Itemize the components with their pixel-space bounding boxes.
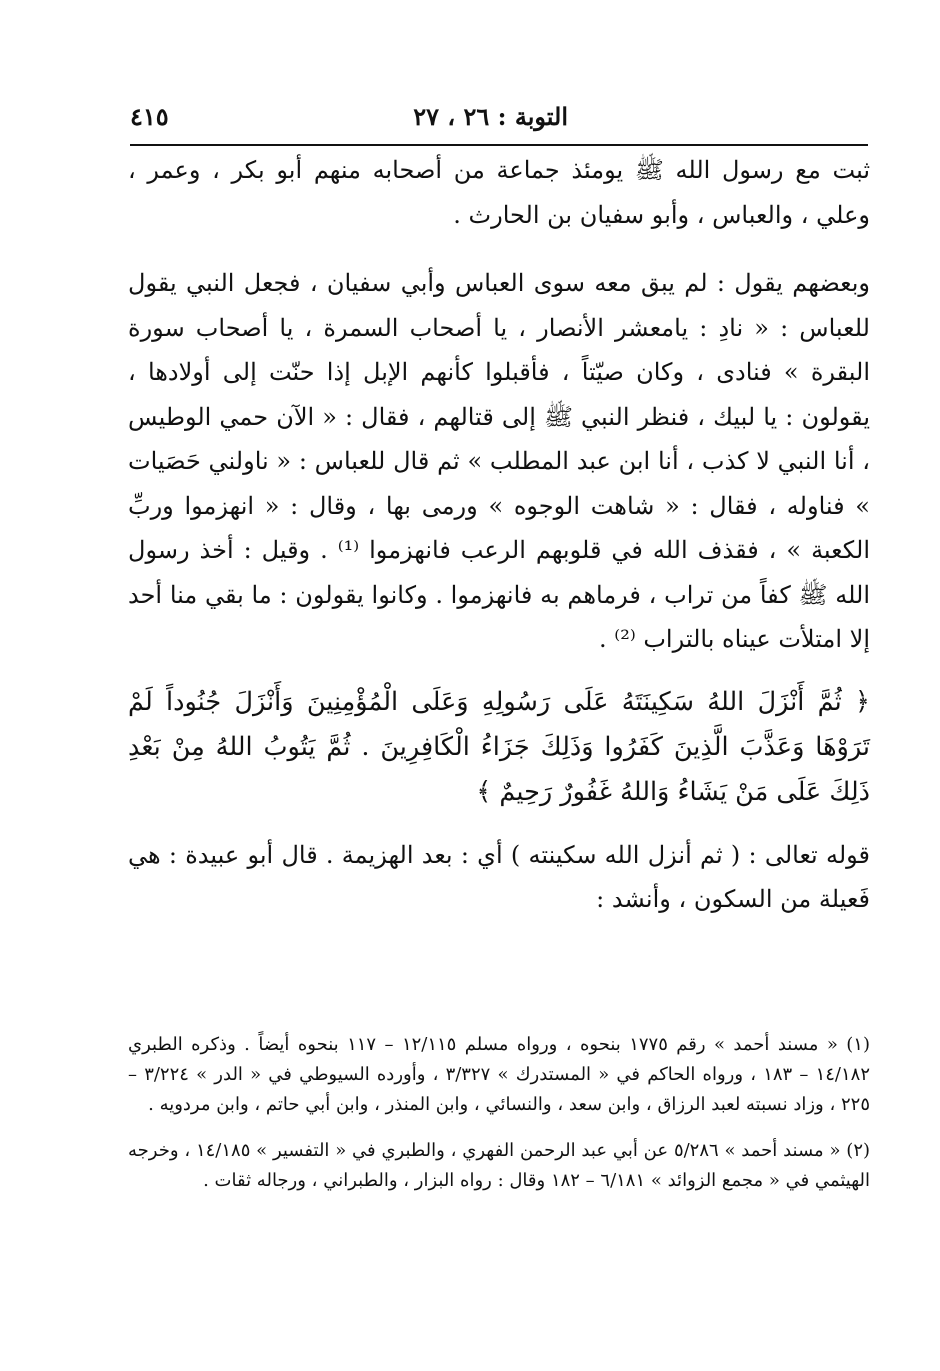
main-text: [128, 148, 870, 922]
paragraph-gap: [128, 237, 870, 261]
running-title: التوبة : ٢٦ ، ٢٧: [413, 101, 568, 131]
footnotes: [128, 1030, 870, 1196]
page-header: [130, 96, 868, 136]
quran-verse: ﴿ ثُمَّ أَنْزَلَ اللهُ سَكِينَتَهُ عَلَى رَسُولِهِ وَعَلَى الْمُؤْمِنِينَ وَأَنْزَلَ جُنُوداً لَمْ تَرَوْهَا وَعَذَّبَ الَّذِينَ كَفَرُوا وَذَلِكَ جَزَاءُ الْكَافِرِينَ . ثُمَّ يَتُوبُ اللهُ مِنْ بَعْدِ ذَلِكَ عَلَى مَنْ يَشَاءُ وَاللهُ غَفُورٌ رَحِيمٌ ﴾: [128, 686, 870, 807]
footnote-2: (٢) « مسند أحمد » ٥/٢٨٦ عن أبي عبد الرحمن الفهري ، والطبري في « التفسير » ١٤/١٨٥ ، وخرجه الهيثمي في « مجمع الزوائد » ٦/١٨١ – ١٨٢ وقال : رواه البزار ، والطبراني ، ورجاله ثقات .: [128, 1140, 871, 1191]
paragraph-1: ثبت مع رسول الله ﷺ يومئذ جماعة من أصحابه منهم أبو بكر ، وعمر ، وعلي ، والعباس ، وأبو سفيان بن الحارث .: [128, 156, 870, 229]
page-number: ٤١٥: [130, 101, 169, 131]
paragraph-2: وبعضهم يقول : لم يبق معه سوى العباس وأبي سفيان ، فجعل النبي يقول للعباس : « نادِ : يامعشر الأنصار ، يا أصحاب السمرة ، يا أصحاب سورة البقرة » فنادى ، وكان صيّتاً ، فأقبلوا كأنهم الإبل إذا حنّت إلى أولادها ، يقولون : يا لبيك ، فنظر النبي ﷺ إلى قتالهم ، فقال : « الآن حمي الوطيس ، أنا النبي لا كذب ، أنا ابن عبد المطلب » ثم قال للعباس : « ناولني حَصَيات » فناوله ، فقال : « شاهت الوجوه » ورمى بها ، وقال : « انهزموا وربِّ الكعبة » ، فقذف الله في قلوبهم الرعب فانهزموا ⁽¹⁾ . وقيل : أخذ رسول الله ﷺ كفاً من تراب ، فرماهم به فانهزموا . وكانوا يقولون : ما بقي منا أحد إلا امتلأت عيناه بالتراب ⁽²⁾ .: [128, 269, 870, 653]
footnote-1: (١) « مسند أحمد » رقم ١٧٧٥ بنحوه ، ورواه مسلم ١٢/١١٥ – ١١٧ بنحوه أيضاً . وذكره الطبري ١٤/١٨٢ – ١٨٣ ، ورواه الحاكم في « المستدرك » ٣/٣٢٧ ، وأورده السيوطي في « الدر » ٣/٢٢٤ – ٢٢٥ ، وزاد نسبته لعبد الرزاق ، وابن سعد ، والنسائي ، وابن المنذر ، وابن أبي حاتم ، وابن مردويه .: [128, 1034, 870, 1115]
header-rule: [130, 144, 868, 146]
paragraph-3: قوله تعالى : ( ثم أنزل الله سكينته ) أي : بعد الهزيمة . قال أبو عبيدة : هي فَعيلة من السكون ، وأنشد :: [128, 840, 870, 913]
